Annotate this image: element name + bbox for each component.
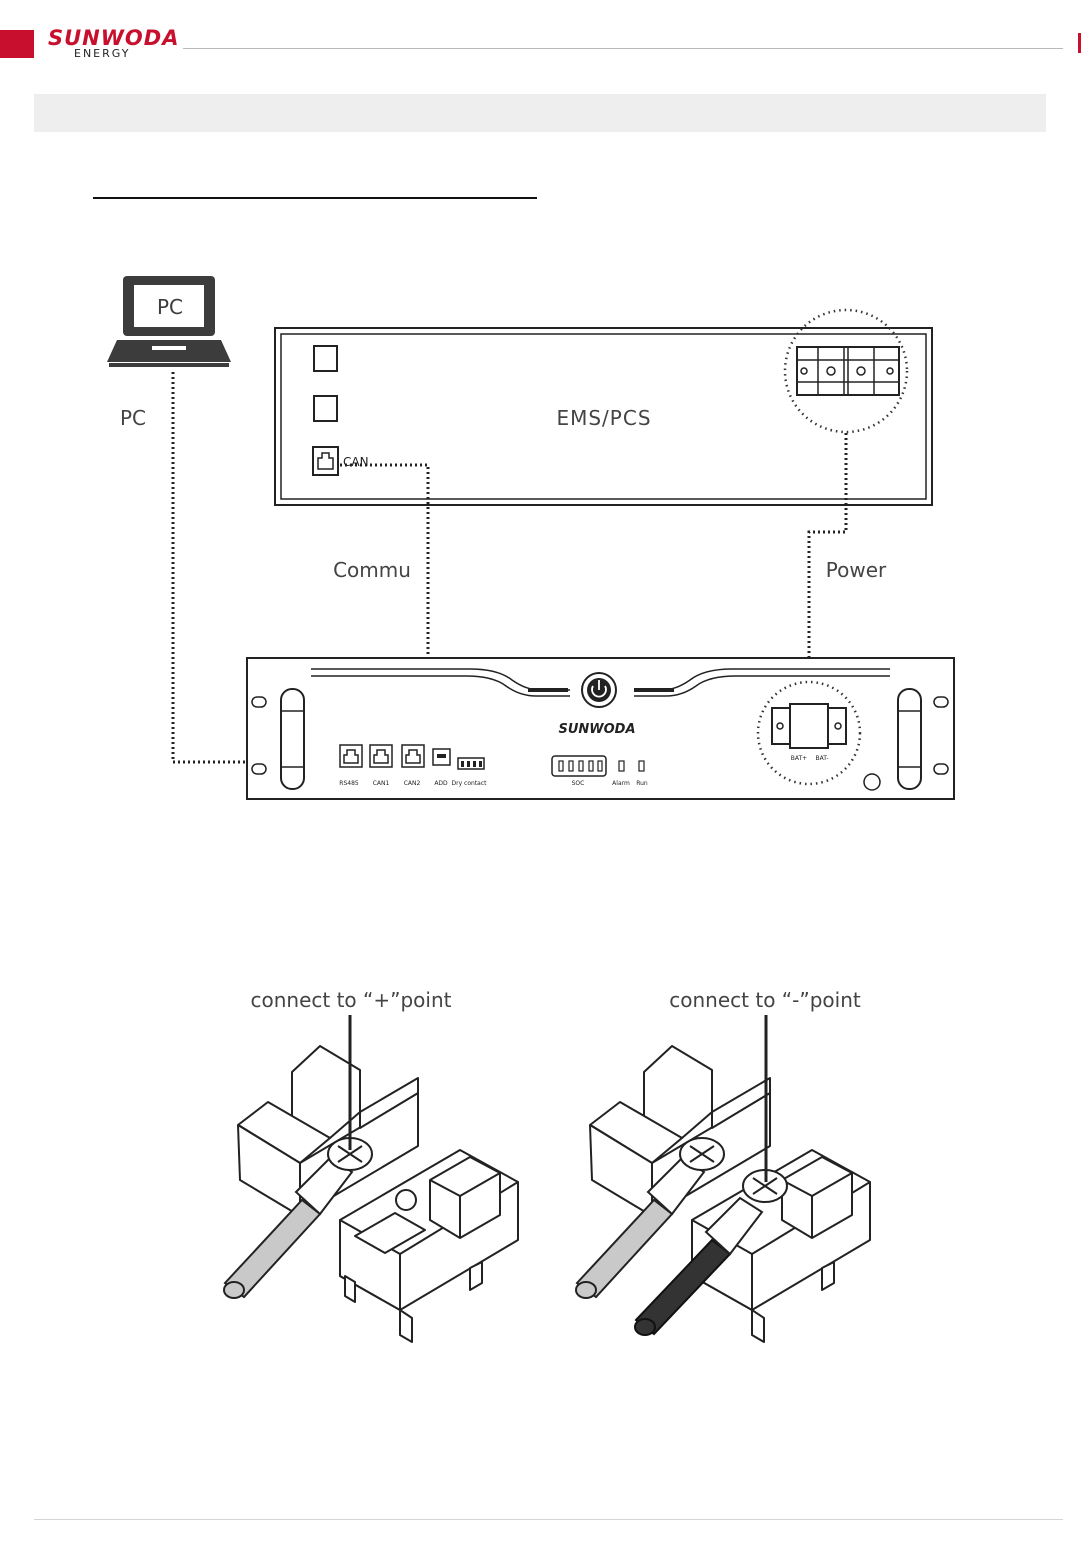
port-label-can2: CAN2 [403,780,421,787]
power-button-icon [582,673,616,707]
brand-logo: SUNWODA [48,26,180,50]
ems-pcs-label: EMS/PCS [556,406,652,430]
caption-connect-plus: connect to “+”point [250,988,452,1012]
can-port-label: CAN [343,455,369,469]
commu-label: Commu [333,558,411,582]
caption-connect-minus: connect to “-”point [669,988,861,1012]
battery-logo: SUNWODA [558,722,636,737]
terminal-block-icon [797,347,899,395]
terminal-label-bat-plus: BAT+ [790,755,808,762]
terminal-block-minus-illustration [590,1046,870,1342]
terminal-block-plus-illustration [238,1046,518,1342]
port-label-add: ADD [434,780,448,787]
port-label-can1: CAN1 [372,780,390,787]
laptop-icon [107,276,231,367]
battery-terminal-icon [772,704,846,748]
brand-logo-subtext: ENERGY [74,47,131,60]
port-label-dry-contact: Dry contact [451,780,487,787]
run-label: Run [636,780,648,787]
footer-divider [34,1519,1063,1520]
alarm-label: Alarm [612,780,630,787]
power-label: Power [825,558,887,582]
pc-screen-label: PC [156,295,184,319]
port-label-rs485: RS485 [339,780,359,787]
pc-caption: PC [120,406,147,430]
soc-label: SOC [571,780,585,787]
terminal-label-bat-minus: BAT- [815,755,829,762]
